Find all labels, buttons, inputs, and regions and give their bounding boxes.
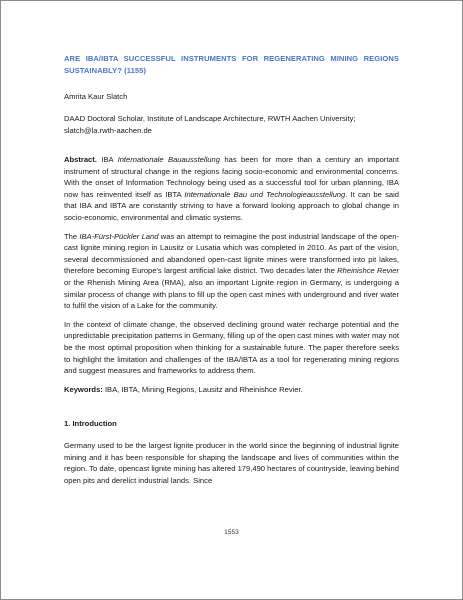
section-heading-introduction: 1. Introduction [64, 419, 117, 429]
author-name: Amrita Kaur Slatch [64, 92, 128, 101]
para2-text-2: or the Rhenish Mining Area (RMA), also an important Lignite region in Germany, is undergoing a similar process of change with plans to fill up the open cast mines with underground and river water to fulfil the vision of a Lake for the community. [64, 277, 399, 311]
keywords-paragraph [64, 384, 399, 396]
abstract-paragraph [64, 154, 399, 224]
abstract-italic-2: Internationale Bau und Technologieausstellung [184, 189, 346, 199]
author-affiliation: DAAD Doctoral Scholar, Institute of Landscape Architecture, RWTH Aachen University; slatch@la.rwth-aachen.de [64, 114, 356, 135]
body-paragraph-2 [64, 231, 399, 312]
page-content [64, 53, 399, 487]
para2-text-0: The [64, 231, 80, 241]
keywords-text: IBA, IBTA, Mining Regions, Lausitz and Rheinishce Revier. [102, 384, 303, 394]
keywords-label: Keywords: [64, 384, 103, 394]
body-paragraph-3: In the context of climate change, the observed declining ground water recharge potential and the unpredictable precipitation patterns in Germany, filling up of the open cast mines with water may not be the most optimal proposition when thinking for a sustainable future. The paper therefore seeks to highlight the limitation and challenges of the IBA/IBTA as a tool for regenerating mining regions and suggest measures and frameworks to address them. [64, 319, 400, 376]
page-number: 1553 [224, 529, 239, 536]
abstract-text-3: . It can be said that IBA and IBTA are constantly striving to have a forward looking approach to global change in socio-economic, environmental and climatic systems. [64, 189, 399, 222]
abstract-text-1: IBA [96, 155, 118, 164]
para2-italic-2: Rheinishce Revier [337, 266, 399, 276]
paper-title: ARE IBA/IBTA SUCCESSFUL INSTRUMENTS FOR REGENERATING MINING REGIONS SUSTAINABLY? (1155) [64, 54, 399, 75]
introduction-paragraph: Germany used to be the largest lignite producer in the world since the beginning of industrial lignite mining and it has been responsible for shaping the landscape and lives of communities within the region. To date, opencast lignite mining has altered 179,490 hectares of countryside, leaving behind open pits and derelict industrial lands. Since [64, 441, 399, 486]
abstract-italic-1: Internationale Bauausstellung [117, 155, 220, 164]
para2-italic-1: IBA-Fürst-Pückler Land [79, 231, 159, 241]
abstract-label: Abstract. [64, 155, 97, 164]
abstract-text-2: has been for more than a century an important instrument of structural change in the regions facing socio-economic and environmental concerns. With the onset of Information Technology being used as a successful tool for urban planning, IBA now has reinvented itself as IBTA [64, 155, 400, 199]
para2-text-1: was an attempt to reimagine the post industrial landscape of the open-cast lignite mining region in Lausitz or Lusatia which was completed in 2010. As part of the vision, several decommissioned and abandoned open-cast lignite mines were transformed into pit lakes, therefore becoming Europe's largest artificial lake district. Two decades later the [64, 231, 399, 276]
